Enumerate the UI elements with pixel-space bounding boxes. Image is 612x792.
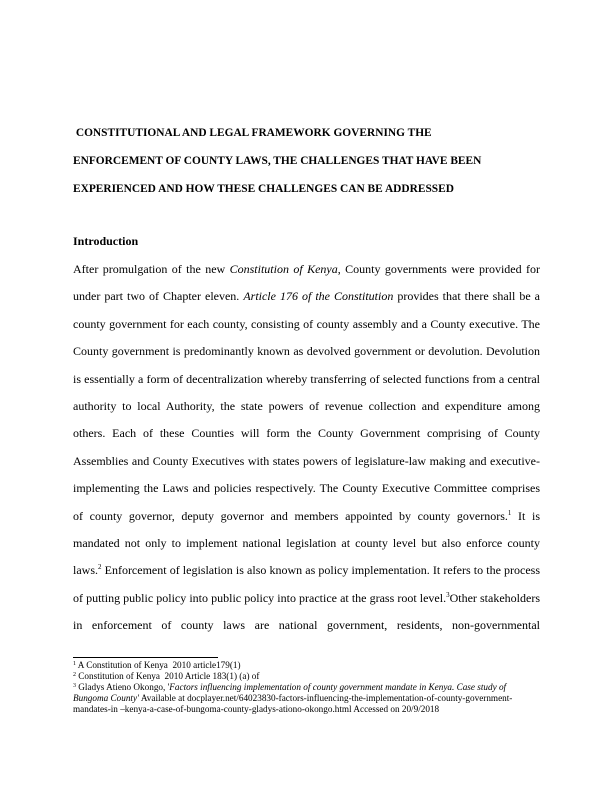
footnote	[73, 671, 543, 682]
text: of putting public policy into public policy into practice at the grass root level.	[73, 590, 447, 605]
text-line: Assemblies and County Executives with states powers of legislature-law making and executive-	[73, 453, 540, 468]
title-line: ENFORCEMENT OF COUNTY LAWS, THE CHALLENGES THAT HAVE BEEN	[73, 155, 482, 167]
text-line	[73, 503, 540, 530]
footnote	[73, 660, 543, 671]
title-line: CONSTITUTIONAL AND LEGAL FRAMEWORK GOVERNING THE	[73, 127, 432, 139]
footnote-italic-title: Factors influencing implementation of county government mandate in Kenya. Case study of Bungoma County'	[73, 682, 507, 703]
italic-text: Article 176 of the Constitution	[243, 289, 394, 304]
footnote-text: A Constitution of Kenya 2010 article179(1)	[76, 660, 241, 670]
text-line: mandated not only to implement national legislation at county level but also enforce county	[73, 535, 540, 550]
footnote-ref[interactable]: 3	[446, 590, 450, 599]
footnote-text: Constitution of Kenya 2010 Article 183(1) (a) of	[76, 671, 260, 681]
text-line	[73, 585, 540, 612]
text-line: county government for each county, consisting of county assembly and a County executive. The	[73, 316, 540, 331]
footnote-number: 3	[73, 683, 76, 689]
footnote-ref[interactable]: 2	[98, 563, 102, 572]
text: laws.	[73, 563, 98, 578]
title-line: EXPERIENCED AND HOW THESE CHALLENGES CAN BE ADDRESSED	[73, 183, 454, 195]
text: , County governments were provided for	[337, 262, 540, 276]
text-line: implementing the Laws and policies respectively. The County Executive Committee comprises	[73, 481, 540, 496]
text: It is	[511, 508, 540, 523]
text-line: County government is predominantly known as devolved government or devolution. Devolution	[73, 344, 540, 359]
text: After promulgation of the new	[73, 262, 230, 276]
text: of county governor, deputy governor and members appointed by county governors.	[73, 508, 508, 523]
footnote-url-text: Available at docplayer.net/64023830-factors-influencing-the-implementation-of-county-government-mandates-in –kenya-a-case-of-bungoma-county-gladys-ationo-okongo.html Accessed on 20/9/2018	[73, 693, 513, 714]
text-line: authority to local Authority, the state powers of revenue collection and expenditure among	[73, 398, 540, 413]
footnote-ref[interactable]: 1	[507, 508, 512, 517]
text-line	[73, 256, 540, 283]
text-line	[73, 283, 540, 310]
text-line: is essentially a form of decentralization whereby transferring of selected functions from a central	[73, 371, 540, 386]
text-line: in enforcement of county laws are national government, residents, non-governmental	[73, 618, 540, 633]
text: Other stakeholders	[449, 590, 540, 605]
text: under part two of Chapter eleven.	[73, 289, 244, 304]
text: Enforcement of legislation is also known as policy implementation. It refers to the process	[101, 563, 540, 578]
footnotes	[73, 660, 543, 715]
document-title	[73, 119, 543, 203]
footnote-number: 2	[73, 672, 76, 678]
footnote	[73, 682, 543, 715]
italic-text: Constitution of Kenya	[229, 262, 338, 276]
text-line	[73, 557, 540, 584]
text-line: others. Each of these Counties will form the County Government comprising of County	[73, 426, 540, 441]
footnote-number: 1	[73, 661, 76, 667]
footnote-separator	[73, 657, 218, 658]
body-paragraph	[73, 256, 540, 639]
footnote-text: Gladys Atieno Okongo, '	[76, 682, 170, 692]
text: provides that there shall be a	[393, 289, 540, 304]
section-heading-introduction: Introduction	[73, 234, 139, 248]
